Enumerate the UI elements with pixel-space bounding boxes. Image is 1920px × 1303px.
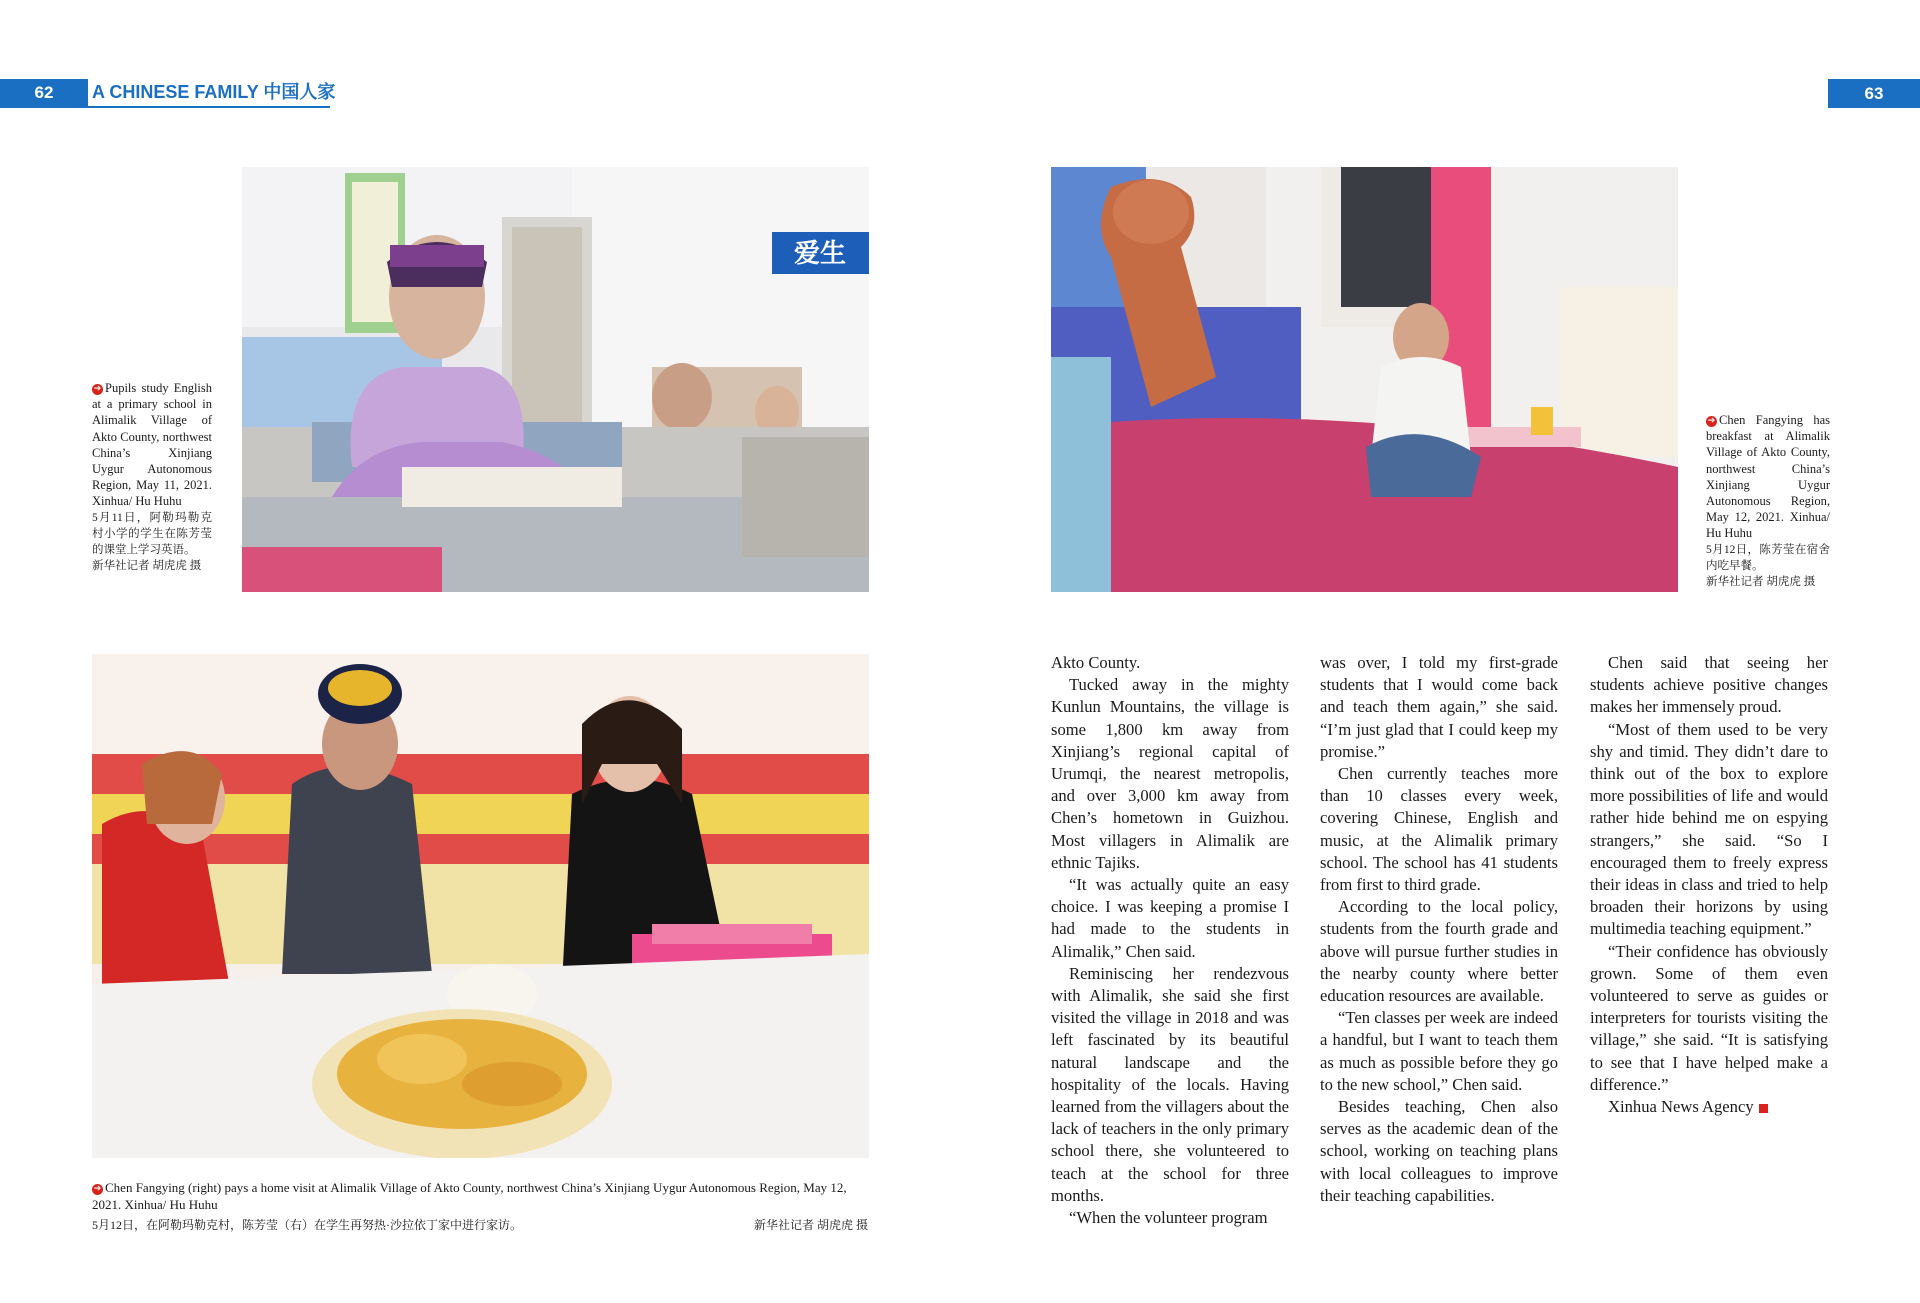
paragraph: Akto County. <box>1051 653 1141 672</box>
breakfast-caption <box>1706 412 1830 590</box>
paragraph: “It was actually quite an easy choice. I was keeping a promise I had made to the students in Alimalik,” Chen said. <box>1051 875 1289 961</box>
paragraph: was over, I told my first-grade students that I would come back and teach them again,” she said. “I’m just glad that I could keep my promise.” <box>1320 653 1558 761</box>
home-visit-caption <box>92 1180 868 1234</box>
paragraph: Reminiscing her rendezvous with Alimalik, she said she first visited the village in 2018 and was left fascinated by its beautiful natural landscape and the hospitality of the locals. Having learned from the villagers about the lack of teachers in the only primary school there, she volunteered to teach at the school for three months. <box>1051 963 1289 1205</box>
arrow-up-icon: ➔ <box>93 1183 102 1194</box>
paragraph: Chen currently teaches more than 10 classes every week, covering Chinese, English and music, at the Alimalik primary school. The school has 41 students from first to third grade. <box>1320 764 1558 895</box>
paragraph: Chen said that seeing her students achieve positive changes makes her immensely proud. <box>1590 653 1828 717</box>
right-page-number: 63 <box>1828 79 1920 108</box>
breakfast-photo <box>1051 167 1678 592</box>
classroom-caption-en: Pupils study English at a primary school in Alimalik Village of Akto County, northwest China’s Xinjiang Uygur Autonomous Region, May 11, 2021. Xinhua/ Hu Huhu <box>92 381 212 509</box>
classroom-caption-zh: 5月11日，阿勒玛勒克村小学的学生在陈芳莹的课堂上学习英语。 <box>92 511 212 556</box>
breakfast-caption-en: Chen Fangying has breakfast at Alimalik Village of Akto County, northwest China’s Xinjiang Uygur Autonomous Region, May 12, 2021. Xinhua/ Hu Huhu <box>1706 413 1830 541</box>
breakfast-caption-zh: 5月12日，陈芳莹在宿舍内吃早餐。 <box>1706 543 1830 572</box>
left-page-header <box>0 79 336 107</box>
paragraph: “Their confidence has obviously grown. Some of them even volunteered to serve as guides or interpreters for tourists visiting the village,” she said. “It is satisfying to see that I have helped make a difference.” <box>1590 941 1828 1094</box>
classroom-sign: 爱生 <box>793 239 847 269</box>
paragraph: Besides teaching, Chen also serves as the academic dean of the school, working on teaching plans with local colleagues to improve their teaching capabilities. <box>1320 1097 1558 1205</box>
paragraph: “Ten classes per week are indeed a handful, but I want to teach them as much as possible before they go to the new school,” Chen said. <box>1320 1008 1558 1094</box>
section-title: A CHINESE FAMILY 中国人家 <box>92 82 336 102</box>
arrow-left-icon: ➔ <box>1707 415 1716 426</box>
paragraph: “When the volunteer program <box>1069 1208 1268 1228</box>
left-page-number: 62 <box>0 79 88 106</box>
paragraph: Tucked away in the mighty Kunlun Mountains, the village is some 1,800 km away from Xinjiang’s regional capital of Urumqi, the nearest metropolis, and over 3,000 km away from Chen’s hometown in Guizhou. Most villagers in Alimalik are ethnic Tajiks. <box>1051 675 1289 872</box>
classroom-photo <box>242 167 869 592</box>
arrow-right-icon: ➔ <box>93 383 102 394</box>
classroom-caption <box>92 380 212 574</box>
breakfast-caption-credit: 新华社记者 胡虎虎 摄 <box>1706 575 1816 588</box>
home-visit-caption-zh: 5月12日，在阿勒玛勒克村，陈芳莹（右）在学生再努热·沙拉依丁家中进行家访。 <box>92 1218 522 1232</box>
end-mark-icon <box>1759 1104 1768 1113</box>
article-column-2 <box>1320 652 1558 1207</box>
home-visit-photo <box>92 654 869 1158</box>
article-column-1 <box>1051 652 1289 1229</box>
paragraph: According to the local policy, students from the fourth grade and above will pursue further studies in the nearby county where better education resources are available. <box>1320 897 1558 1006</box>
paragraph: “Most of them used to be very shy and timid. They didn’t dare to think out of the box to explore more possibilities of life and would rather hide behind me on espying strangers,” she said. “So I encouraged them to freely express their ideas in class and tried to help broaden their horizons by using multimedia teaching equipment.” <box>1590 719 1828 939</box>
home-visit-caption-credit: 新华社记者 胡虎虎 摄 <box>753 1218 868 1232</box>
home-visit-caption-en: Chen Fangying (right) pays a home visit at Alimalik Village of Akto County, northwest China’s Xinjiang Uygur Autonomous Region, May 12, 2021. Xinhua/ Hu Huhu <box>92 1180 847 1212</box>
article-column-3 <box>1590 652 1828 1118</box>
byline: Xinhua News Agency <box>1608 1097 1754 1117</box>
classroom-caption-credit: 新华社记者 胡虎虎 摄 <box>92 559 202 572</box>
